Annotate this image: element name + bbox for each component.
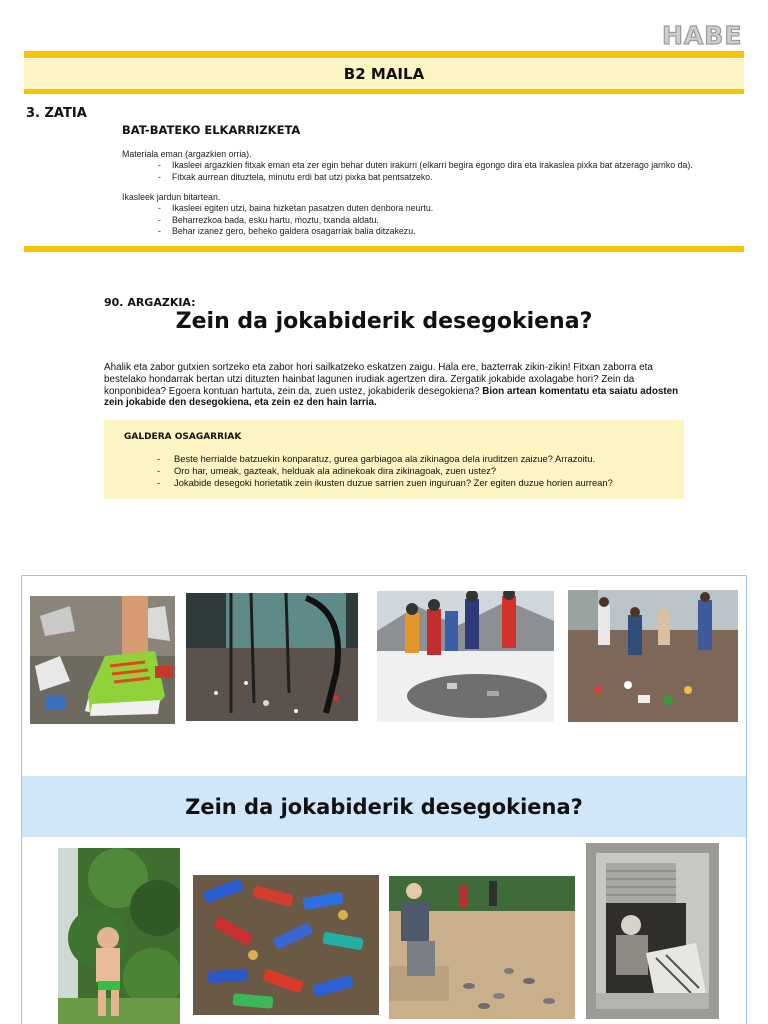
photo-sneaker-trash: [30, 596, 175, 724]
child-bushes-image: [58, 848, 180, 1024]
list-item: - Ikasleei egiten utzi, baina hizketan pasatzen duten denbora neurtu.: [172, 203, 732, 215]
level-yellow-band: [24, 89, 744, 94]
task-paragraph: [104, 362, 694, 409]
during-list: [172, 203, 732, 238]
task-paragraph-bold: Bion artean komentatu eta saiatu adosten zein jokabide den desegokiena, eta zein ez den hain larria.: [104, 385, 679, 409]
section-yellow-band: [24, 246, 744, 252]
list-item: - Jokabide desegoki horietatik zein ikusten duzue sarrien zuen inguruan? Zer egiten duzue horien aurrean?: [174, 477, 613, 489]
photo-child-bushes: [58, 848, 180, 1024]
photo-woman-window: [586, 843, 719, 1019]
level-title: B2 MAILA: [343, 65, 425, 83]
main-question: Zein da jokabiderik desegokiena?: [175, 309, 593, 334]
photo-bar-stools-floor: [186, 593, 358, 721]
banner-question: Zein da jokabiderik desegokiena?: [185, 794, 583, 819]
task-paragraph-text: Ahalik eta zabor gutxien sortzeko eta zabor hori sailkatzeko eskatzen zaigu. Hala ere, bazterrak zikin-zikin! Fitxan zaborra eta bestelako hondarrak bertan utzi dituzten hainbat lagunen irudiak agertzen dira. Zergatik jokabide axolagabe hori? Zein da konponbidea? Egoera kontuan hartuta, zein da, zuen ustez, jokabiderik desegokiena?: [104, 362, 653, 397]
photo-street-party: [568, 590, 738, 722]
list-item: - Fitxak aurrean dituztela, minutu erdi bat utzi pixka bat pentsatzeko.: [172, 172, 732, 184]
photo-shotgun-shells: [193, 875, 379, 1015]
section-title: BAT-BATEKO ELKARRIZKETA: [122, 123, 301, 137]
photo-mountain-climbers: [377, 591, 554, 722]
sneaker-trash-image: [30, 596, 175, 724]
materials-list: [172, 160, 732, 183]
panel-banner: [22, 776, 746, 837]
photo-number: 90. ARGAZKIA:: [104, 296, 196, 309]
bar-floor-image: [186, 593, 358, 721]
street-party-image: [568, 590, 738, 722]
part-heading: 3. ZATIA: [26, 106, 87, 121]
shotgun-shells-image: [193, 875, 379, 1015]
list-item: - Oro har, umeak, gazteak, helduak ala adinekoak dira zikinagoak, zuen ustez?: [174, 465, 613, 477]
during-intro: Ikasleek jardun bitartean.: [122, 192, 221, 202]
extra-questions-box: [104, 420, 684, 499]
elderly-pigeons-image: [389, 876, 575, 1019]
habe-logo: HABE: [662, 21, 743, 50]
list-item: - Beste herrialde batzuekin konparatuz, gurea garbiagoa ala zikinagoa dela iruditzen zaizue? Arrazoitu.: [174, 453, 613, 465]
photo-elderly-pigeons: [389, 876, 575, 1019]
list-item: - Ikasleei argazkien fitxak eman eta zer egin behar duten irakurri (elkarri begira egongo dira eta irakaslea pixka bat atzerago jarriko da).: [172, 160, 732, 172]
woman-window-image: [586, 843, 719, 1019]
extra-questions-title: GALDERA OSAGARRIAK: [124, 432, 242, 442]
top-yellow-band: [24, 51, 744, 58]
list-item: - Beharrezkoa bada, esku hartu, moztu, txanda aldatu.: [172, 215, 732, 227]
materials-intro: Materiala eman (argazkien orria).: [122, 149, 252, 159]
level-title-box: [24, 59, 744, 89]
extra-questions-list: [174, 453, 613, 489]
mountain-trash-image: [377, 591, 554, 722]
list-item: - Behar izanez gero, beheko galdera osagarriak balia ditzakezu.: [172, 226, 732, 238]
